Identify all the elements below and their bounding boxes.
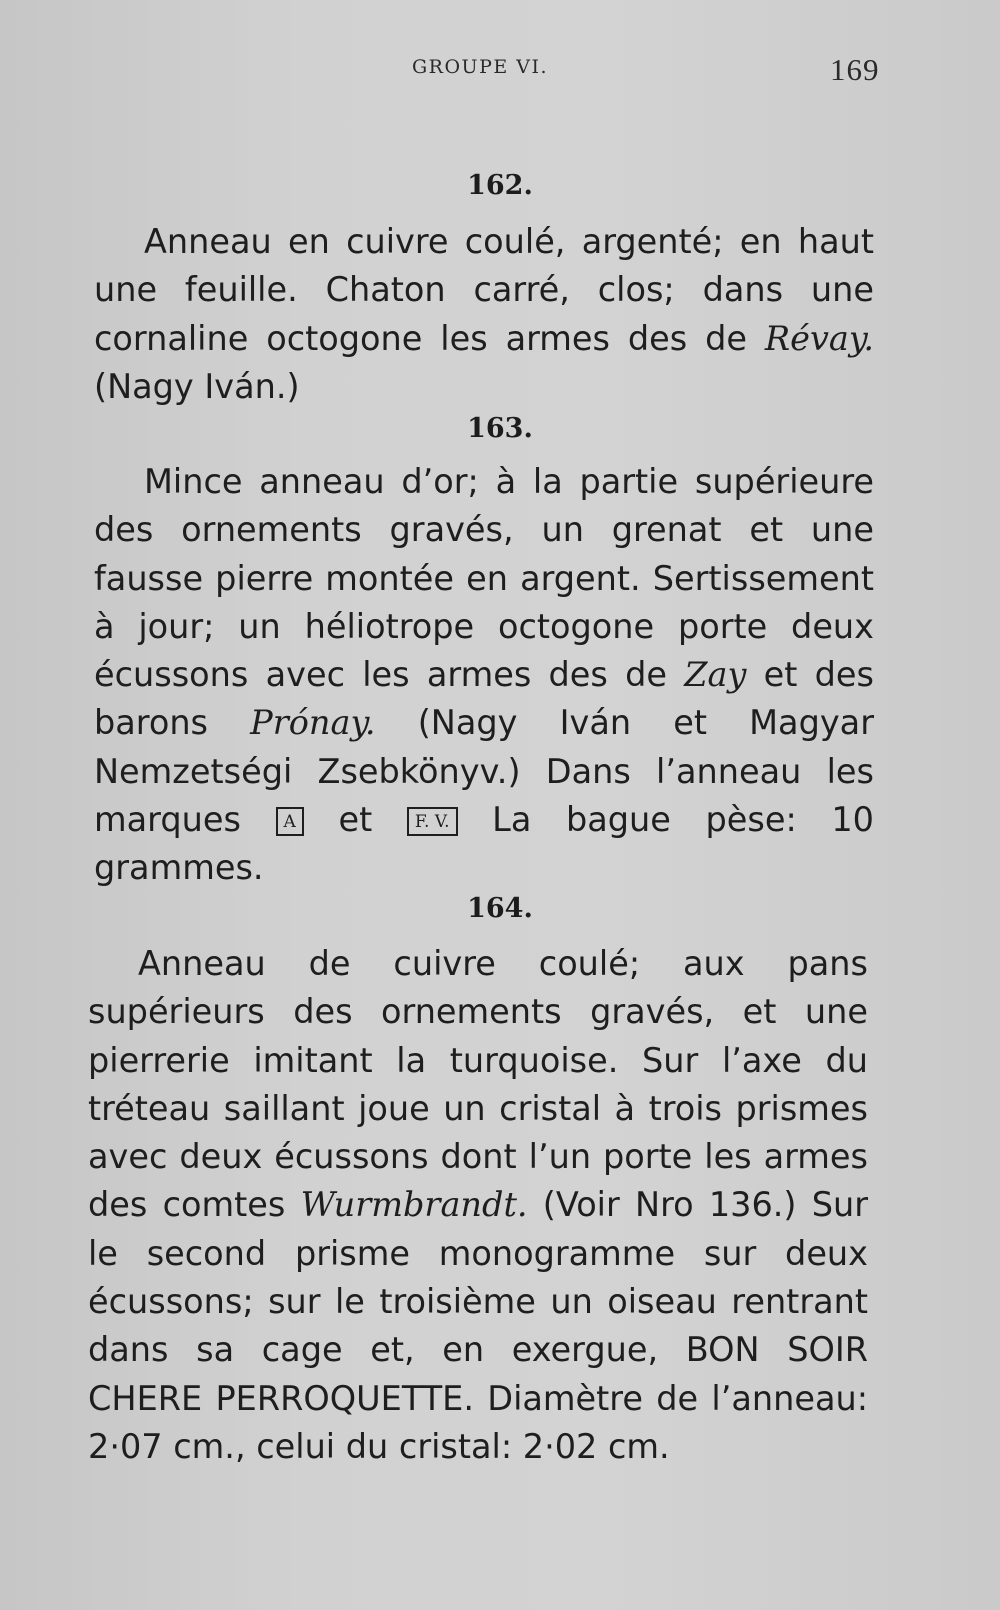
entry-text-164: Anneau de cuivre coulé; aux pans supérieurs des ornements gravés, et une pierrerie imitant la turquoise. Sur l’axe du tréteau saillant joue un cristal à trois prismes avec deux écussons dont l’un porte les armes des comtes Wurmbrandt. (Voir Nro 136.) Sur le second prisme monogramme sur deux écussons; sur le troisième un oiseau rentrant dans sa cage et, en exergue, BON SOIR CHERE PERROQUETTE. Diamètre de l’anneau: 2·07 cm., celui du cristal: 2·02 cm. [88, 944, 869, 1466]
entry-number-162: 162. [467, 170, 533, 201]
entry-number-163: 163. [467, 413, 533, 444]
family-name-zay: Zay [684, 655, 747, 695]
hallmark-a: A [276, 807, 304, 836]
family-name-pronay: Prónay. [250, 703, 376, 743]
entry-text-162: Anneau en cuivre coulé, argenté; en haut une feuille. Chaton carré, clos; dans une cornaline octogone les armes des de Révay. (Nagy Iván.) [94, 222, 874, 406]
page-number: 169 [830, 52, 880, 87]
entry-text-163: Mince anneau d’or; à la partie supérieure des ornements gravés, un grenat et une fausse pierre montée en argent. Sertissement à jour; un héliotrope octogone porte deux écussons avec les armes des de Zay et des barons Prónay. (Nagy Iván et Magyar Nemzetségi Zsebkönyv.) Dans l’anneau les marques A et F. V. La bague pèse: 10 grammes. [94, 462, 874, 888]
family-name-revay: Révay. [764, 318, 874, 358]
running-head [0, 52, 1000, 86]
entry-number-164: 164. [467, 893, 533, 924]
family-name-wurmbrandt: Wurmbrandt. [300, 1185, 528, 1225]
running-title: GROUPE VI. [412, 56, 549, 78]
hallmark-fv: F. V. [407, 807, 458, 836]
